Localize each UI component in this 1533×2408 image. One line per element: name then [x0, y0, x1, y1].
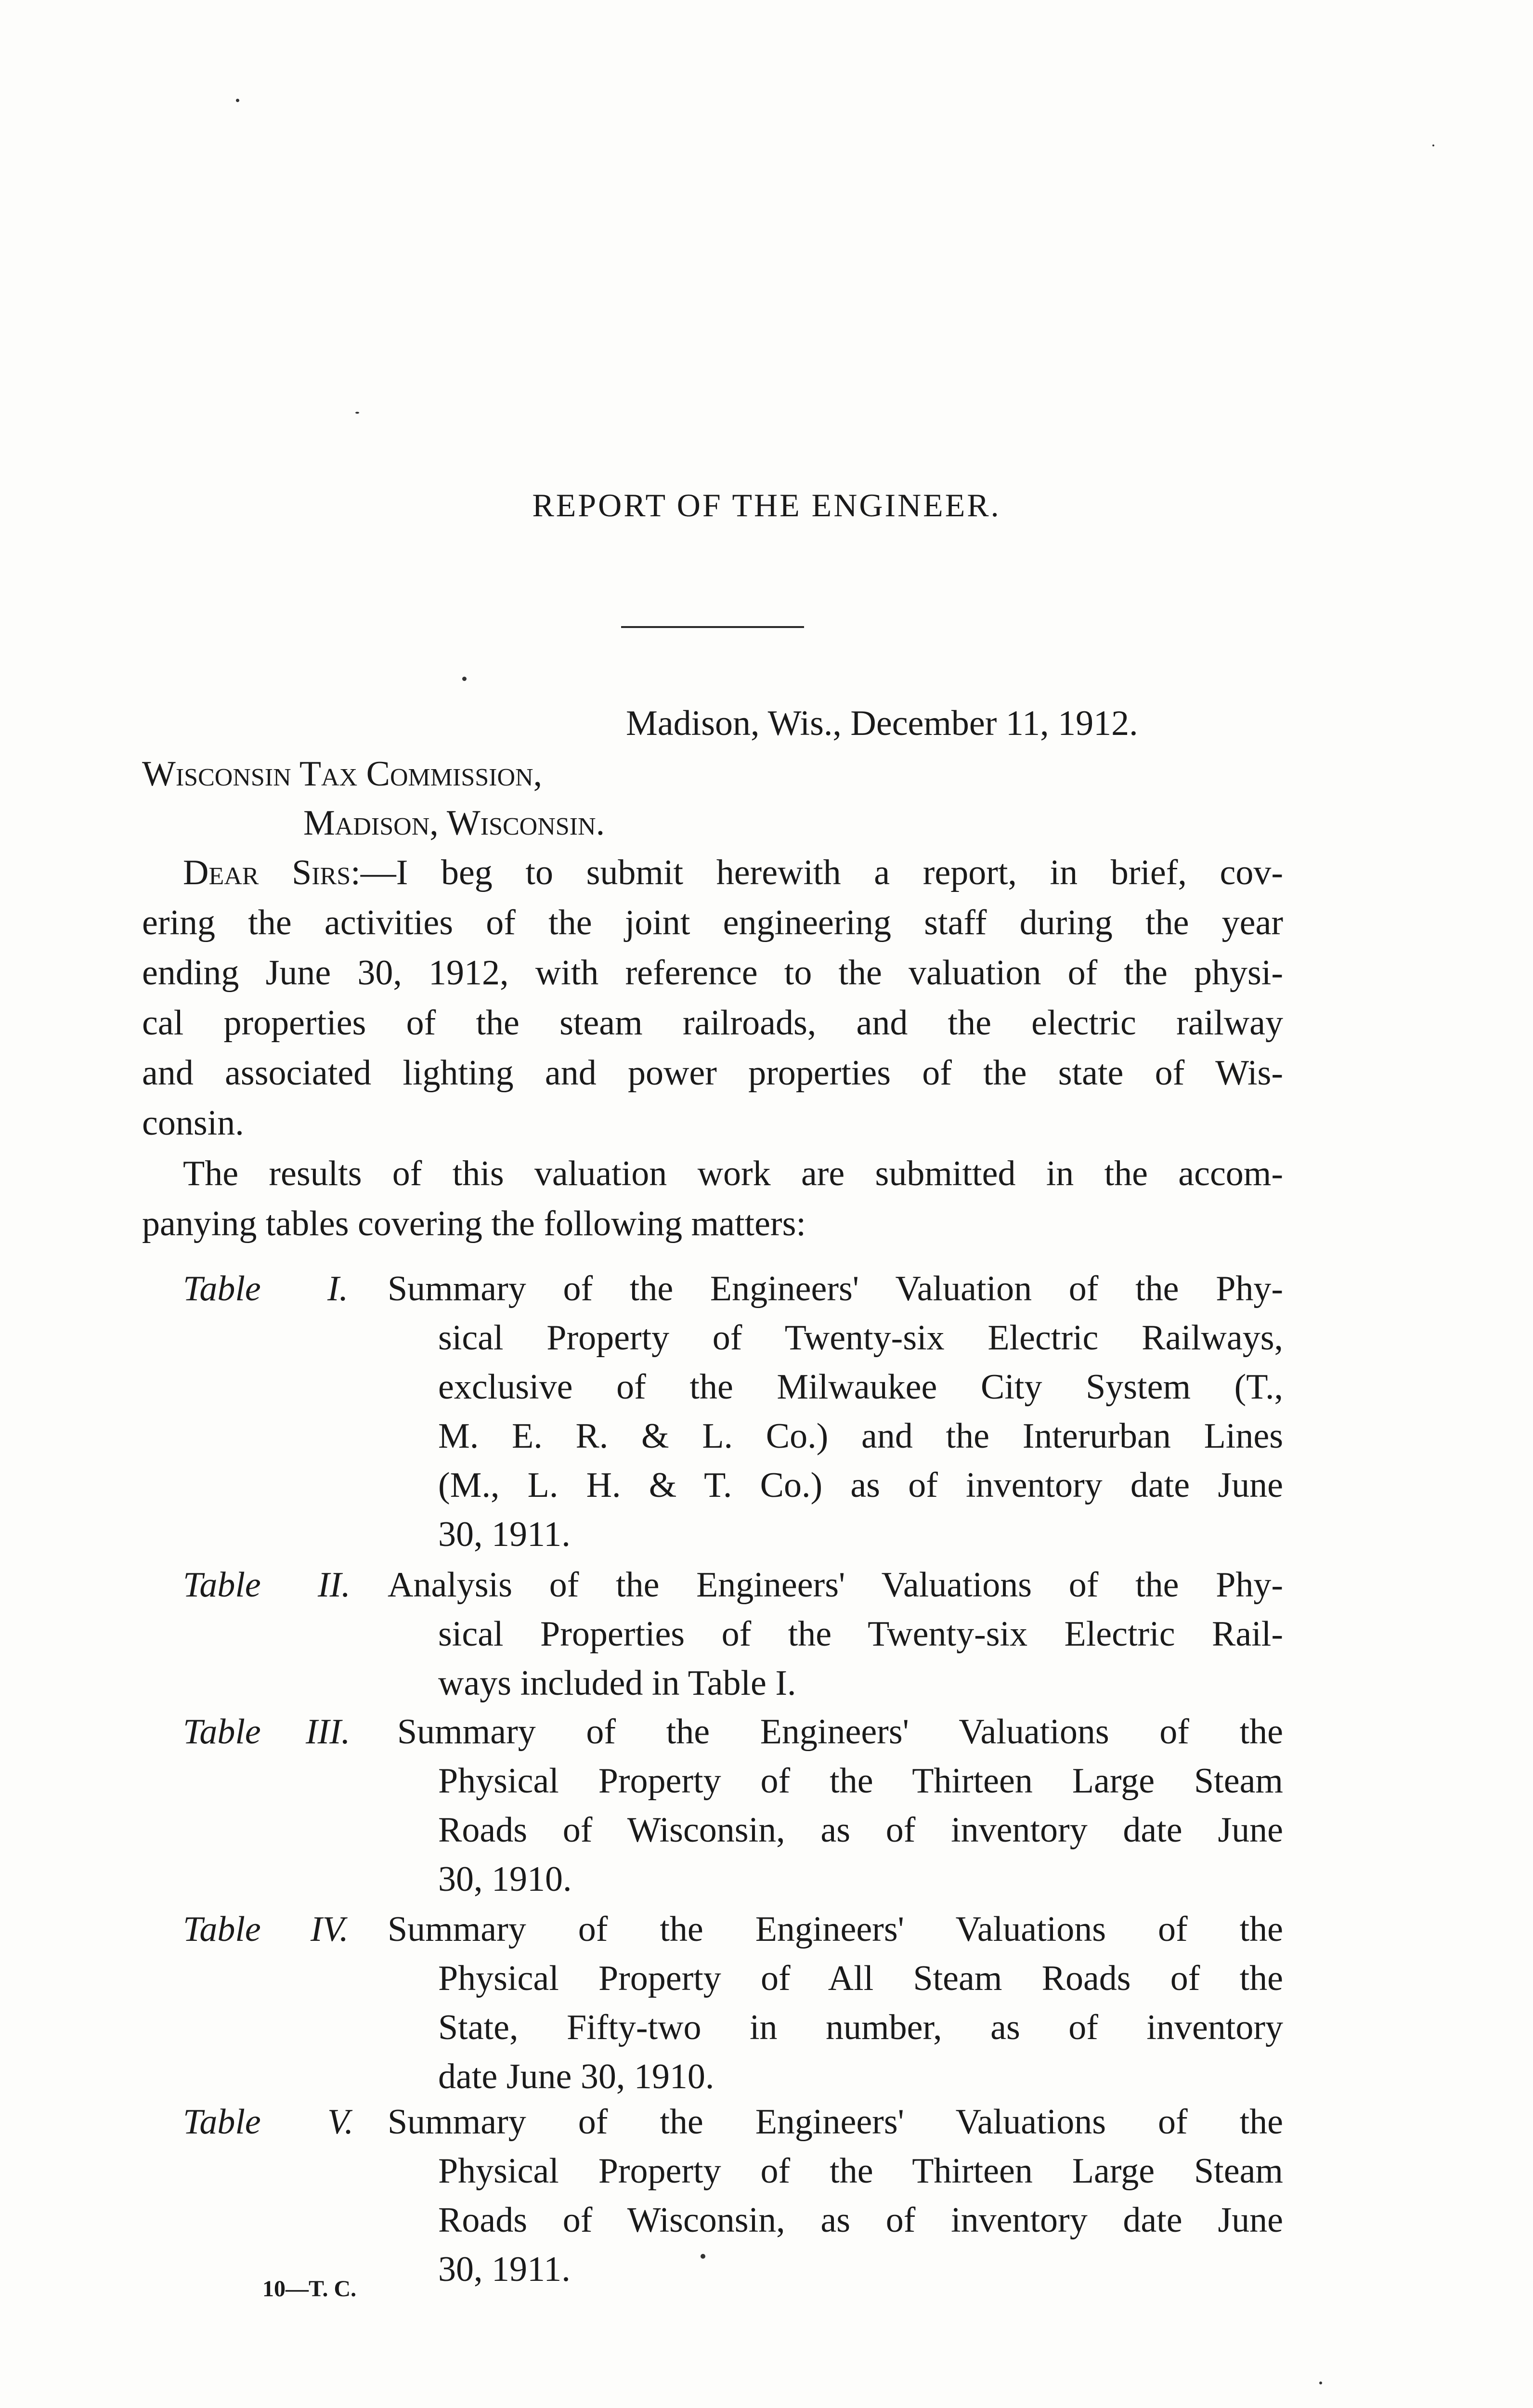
signature-mark: 10—T. C.: [262, 2276, 357, 2302]
scan-speck: [236, 99, 239, 102]
table-description: Summary of the Engineers' Valuations of the Physical Property of All Steam Roads of the State, Fifty-two in number, as of inventory date June 30, 1910.: [388, 1910, 1283, 2096]
scan-speck: [1432, 144, 1434, 146]
paragraph-intro-line-4: cal properties of the steam railroads, and the electric railway: [142, 1003, 1283, 1043]
table-label: Table II.: [183, 1565, 351, 1605]
table-label: Table III.: [183, 1712, 351, 1752]
paragraph-intro-line-6: consin.: [142, 1103, 244, 1143]
paragraph-intro-line-5: and associated lighting and power properties of the state of Wis-: [142, 1053, 1283, 1093]
paragraph-results: [142, 1149, 1283, 1249]
scan-speck: [701, 2254, 705, 2259]
paragraph-intro: [142, 848, 1283, 1148]
table-label: Table V.: [183, 2102, 354, 2142]
title-divider: [621, 626, 804, 628]
salutation: Dear Sirs: [183, 853, 351, 892]
paragraph-results-line-2: panying tables covering the following matters:: [142, 1204, 806, 1243]
dateline: Madison, Wis., December 11, 1912.: [626, 704, 1138, 743]
table-description: Analysis of the Engineers' Valuations of the Phy- sical Properties of the Twenty-six Electric Rail- ways included in Table I.: [388, 1565, 1283, 1703]
scan-speck: [462, 677, 467, 681]
table-label: Table I.: [183, 1269, 349, 1309]
paragraph-intro-line-2: ering the activities of the joint engineering staff during the year: [142, 903, 1283, 942]
paragraph-intro-line-3: ending June 30, 1912, with reference to the valuation of the physi-: [142, 953, 1283, 993]
paragraph-results-line-1: The results of this valuation work are submitted in the accom-: [183, 1154, 1283, 1193]
page-title: REPORT OF THE ENGINEER.: [532, 487, 1001, 523]
scan-speck: [355, 412, 359, 414]
table-description: Summary of the Engineers' Valuation of the Phy- sical Property of Twenty-six Electric Railways, exclusive of the Milwaukee City System (T., M. E. R. & L. Co.) and the Interurban Lines (M., L. H. & T. Co.) as of inventory date June 30, 1911.: [388, 1269, 1283, 1554]
table-description: Summary of the Engineers' Valuations of the Physical Property of the Thirteen Large Steam Roads of Wisconsin, as of inventory date June 30, 1910.: [397, 1712, 1283, 1899]
table-description: Summary of the Engineers' Valuations of the Physical Property of the Thirteen Large Steam Roads of Wisconsin, as of inventory date June 30, 1911.: [388, 2102, 1283, 2289]
addressee-line-2: Madison, Wisconsin.: [303, 803, 605, 843]
addressee-line-1: Wisconsin Tax Commission,: [142, 754, 543, 794]
paragraph-intro-line-1: Dear Sirs:—I beg to submit herewith a report, in brief, cov-: [183, 853, 1283, 892]
table-label: Table IV.: [183, 1910, 349, 1949]
scan-speck: [1319, 2382, 1322, 2384]
